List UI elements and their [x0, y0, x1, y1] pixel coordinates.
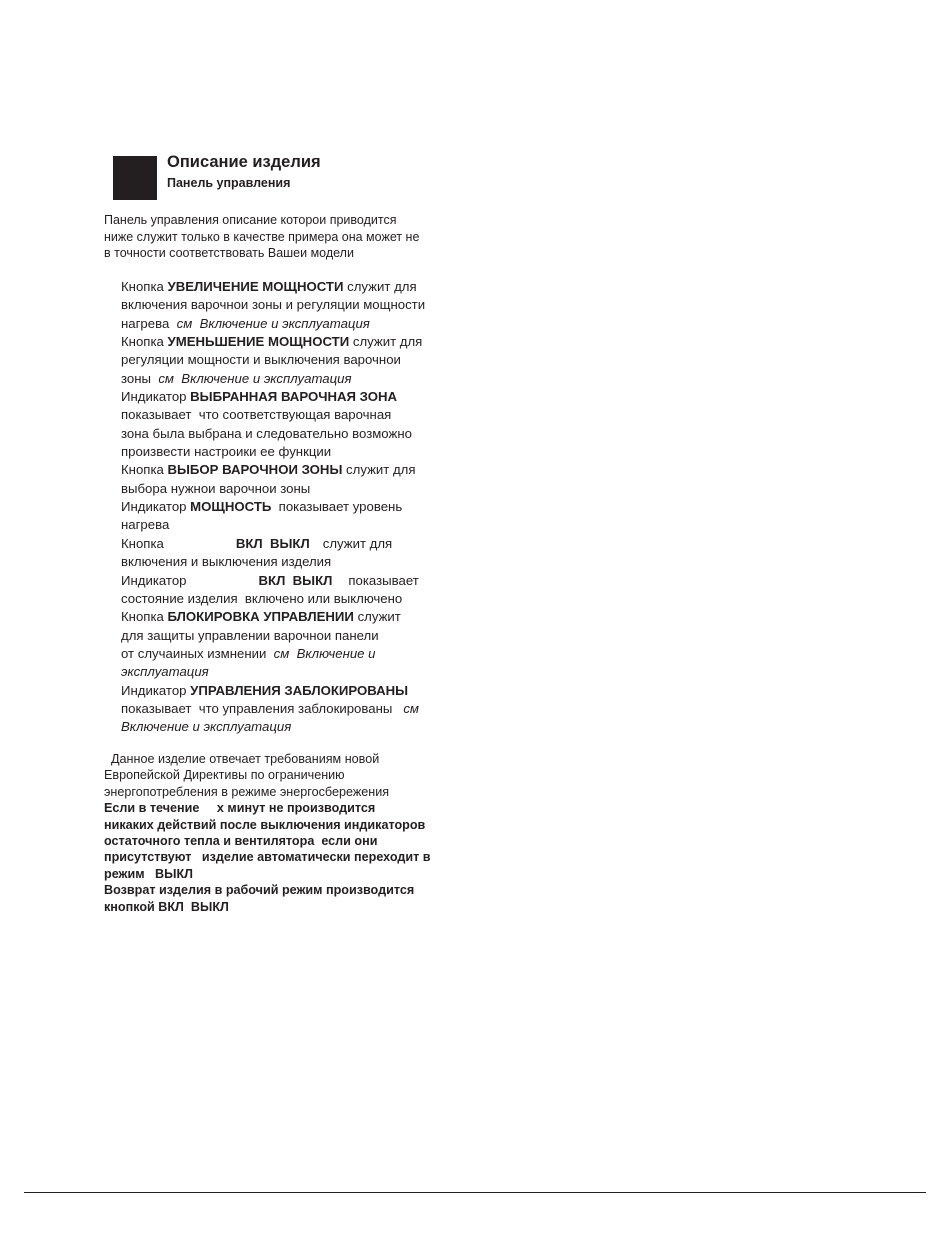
notice-line: Европейской Директивы по ограничению [104, 768, 345, 783]
notice-bold-line: режим ВЫКЛ [104, 866, 193, 881]
intro-line: в точности соответствовать Вашеи модели [104, 246, 354, 260]
list-item-on-off-indicator: Индикатор ВКЛ ВЫКЛ показывает состояние изделия включено или выключено [121, 572, 419, 606]
notice-line: энергопотребления в режиме энергосбережения [104, 784, 390, 799]
page-title: Описание изделия [167, 153, 321, 171]
list-item-power-increase-button: Кнопка УВЕЛИЧЕНИЕ МОЩНОСТИ служит для включения варочнои зоны и регуляции мощности нагрева см Включение и эксплуатация [121, 279, 426, 331]
intro-paragraph [104, 212, 419, 262]
controls-description-list [121, 278, 425, 737]
notice-bold-line: кнопкой ВКЛ ВЫКЛ [104, 899, 229, 914]
notice-line: Данное изделие отвечает требованиям новой [104, 752, 380, 766]
list-item-power-indicator: Индикатор МОЩНОСТЬ показывает уровень нагрева [121, 499, 403, 533]
notice-bold-line: Если в течение х минут не производится [104, 801, 376, 816]
list-item-selected-zone-indicator: Индикатор ВЫБРАННАЯ ВАРОЧНАЯ ЗОНА показывает что соответствующая варочная зона была выбрана и следовательно возможно произвести настроики ее функции [121, 389, 412, 460]
list-item-zone-select-button: Кнопка ВЫБОР ВАРОЧНОИ ЗОНЫ служит для выбора нужнои варочнои зоны [121, 462, 416, 496]
notice-bold-line: присутствуют изделие автоматически переходит в [104, 850, 431, 865]
list-item-on-off-button: Кнопка ВКЛ ВЫКЛ служит для включения и выключения изделия [121, 535, 393, 570]
notice-bold-line: никаких действий после выключения индикаторов [104, 817, 426, 832]
list-item-control-lock-button: Кнопка БЛОКИРОВКА УПРАВЛЕНИИ служит для защиты управлении варочнои панели от случаиных измнении см Включение и эксплуатация [121, 609, 401, 680]
section-marker [113, 156, 157, 200]
intro-line: ниже служит только в качестве примера она может не [104, 229, 420, 244]
notice-bold-line: остаточного тепла и вентилятора если они [104, 834, 378, 849]
list-item-controls-locked-indicator: Индикатор УПРАВЛЕНИЯ ЗАБЛОКИРОВАНЫ показывает что управления заблокированы см Включение и эксплуатация [121, 682, 419, 735]
list-item-power-decrease-button: Кнопка УМЕНЬШЕНИЕ МОЩНОСТИ служит для регуляции мощности и выключения варочнои зоны см Включение и эксплуатация [121, 334, 423, 386]
notice-bold-line: Возврат изделия в рабочий режим производится [104, 883, 415, 898]
energy-saving-notice [104, 751, 431, 915]
intro-line: Панель управления описание которои приводится [104, 213, 397, 227]
footer-divider [24, 1192, 926, 1193]
page-subtitle: Панель управления [167, 176, 291, 190]
